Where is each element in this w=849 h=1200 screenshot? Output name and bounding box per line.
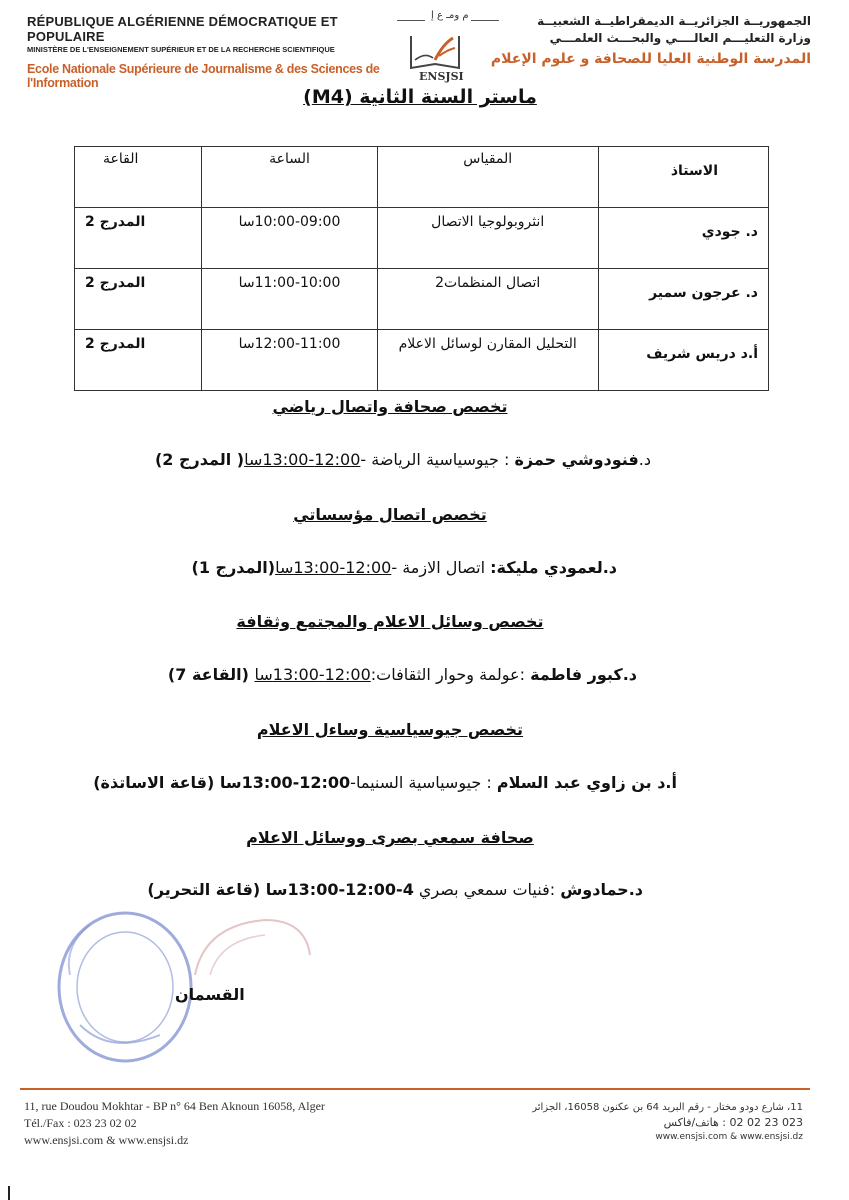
footer-web-fr: www.ensjsi.com & www.ensjsi.dz (24, 1133, 189, 1147)
entry-prefix: د. (638, 450, 651, 469)
entry-prof: د.حمادوش (560, 880, 643, 899)
table-row (75, 269, 769, 330)
row-time: 10:00-09:00سا (202, 208, 378, 269)
entry-time: 4-12:00-13:00سا (265, 880, 414, 899)
entry-time: 12:00-13:00سا (254, 665, 371, 684)
republic-name-ar: الجمهوريــة الجزائريــة الديمقراطيــة الشعبيــة (537, 14, 811, 28)
footer-phone-ar: 023 23 02 02 : هاتف/فاكس (663, 1116, 803, 1129)
signature: القسمان (175, 985, 245, 1004)
letterhead-french (27, 14, 387, 90)
republic-name-fr: RÉPUBLIQUE ALGÉRIENNE DÉMOCRATIQUE ET POPULAIRE (27, 14, 338, 44)
row-prof: د. جودي (598, 208, 768, 269)
specialty-entry (192, 558, 617, 577)
footer-french (24, 1098, 325, 1149)
specialty-entry (93, 773, 677, 792)
entry-subject: : جيوسياسية السنيما- (350, 773, 497, 792)
footer-phone-fr: Tél./Fax : 023 23 02 02 (24, 1116, 137, 1130)
letterhead-arabic (481, 14, 811, 67)
entry-time: 12:00-13:00سا (219, 773, 351, 792)
entry-prof: فنودوشي حمزة (514, 450, 639, 469)
row-module: التحليل المقارن لوسائل الاعلام (377, 330, 598, 391)
entry-prof: أ.د بن زاوي عبد السلام (496, 773, 677, 792)
entry-time: 12:00-13:00سا (275, 558, 392, 577)
entry-time: 12:00-13:00سا (244, 450, 361, 469)
entry-subject: : جيوسياسية الرياضة - (360, 450, 515, 469)
table-header-row (75, 147, 769, 208)
specialty-entry (155, 450, 651, 469)
footer-web-ar: www.ensjsi.com & www.ensjsi.dz (655, 1132, 803, 1142)
specialty-title: صحافة سمعي بصرى ووسائل الاعلام (246, 828, 534, 847)
stamp-partial-icon (185, 915, 315, 985)
entry-subject: :فنيات سمعي بصري (413, 880, 561, 899)
row-module: اتصال المنظمات2 (377, 269, 598, 330)
footer-address-ar: 11، شارع دودو مختار - رقم البريد 64 بن عكنون 16058، الجزائر (532, 1102, 803, 1113)
entry-room: (المدرج 1) (191, 558, 276, 577)
specialty-title: تخصص وسائل الاعلام والمجتمع وثقافة (236, 612, 544, 631)
table-row (75, 208, 769, 269)
row-module: انثروبولوجيا الاتصال (377, 208, 598, 269)
school-name-ar: المدرسة الوطنية العليا للصحافة و علوم الإعلام (490, 51, 811, 67)
footer-arabic (532, 1100, 803, 1145)
scan-edge-mark (8, 1186, 10, 1200)
row-prof: د. عرجون سمير (598, 269, 768, 330)
logo-arabic-text: م ومـ ع إ (431, 10, 469, 21)
logo-rule-left (397, 20, 425, 21)
specialty-title: تخصص صحافة واتصال رياضي (272, 397, 508, 416)
row-time: 12:00-11:00سا (202, 330, 378, 391)
footer-divider (20, 1088, 810, 1090)
footer-address-fr: 11, rue Doudou Mokhtar - BP n° 64 Ben Aknoun 16058, Alger (24, 1099, 325, 1113)
entry-room: ( المدرج 2) (154, 450, 245, 469)
header-room: القاعة (75, 147, 202, 208)
row-room: المدرج 2 (75, 208, 202, 269)
specialty-title: تخصص اتصال مؤسساتي (293, 505, 487, 524)
entry-prof: د.كبور فاطمة (530, 665, 637, 684)
entry-room: (القاعة 7) (167, 665, 255, 684)
entry-room: (قاعة التحرير) (147, 880, 266, 899)
row-room: المدرج 2 (75, 269, 202, 330)
entry-subject: :عولمة وحوار الثقافات: (370, 665, 531, 684)
table-row (75, 330, 769, 391)
specialty-entry (147, 880, 643, 899)
row-time: 11:00-10:00سا (202, 269, 378, 330)
entry-prof: د.لعمودي مليكة: (490, 558, 617, 577)
header-time: الساعة (202, 147, 378, 208)
specialty-entry (168, 665, 637, 684)
schedule-table (74, 146, 769, 391)
entry-room: (قاعة الاساتذة) (93, 773, 220, 792)
row-prof: أ.د دريس شريف (598, 330, 768, 391)
school-logo (397, 10, 481, 90)
header-module: المقياس (377, 147, 598, 208)
entry-subject: اتصال الازمة - (391, 558, 491, 577)
header-prof: الاستاذ (598, 147, 768, 208)
specialty-title: تخصص جيوسياسية وساءل الاعلام (256, 720, 524, 739)
row-room: المدرج 2 (75, 330, 202, 391)
page-title: ماستر السنة الثانية (M4) (303, 86, 537, 108)
ministry-name-fr: MINISTÈRE DE L'ENSEIGNEMENT SUPÉRIEUR ET DE LA RECHERCHE SCIENTIFIQUE (27, 45, 335, 54)
logo-name: ENSJSI (419, 70, 464, 83)
book-icon (405, 30, 465, 72)
ministry-name-ar: وزارة التعليـــم العالــــي والبحـــث العلمـــي (549, 31, 811, 45)
school-name-fr: Ecole Nationale Supérieure de Journalisme & des Sciences de l'Information (27, 62, 380, 90)
